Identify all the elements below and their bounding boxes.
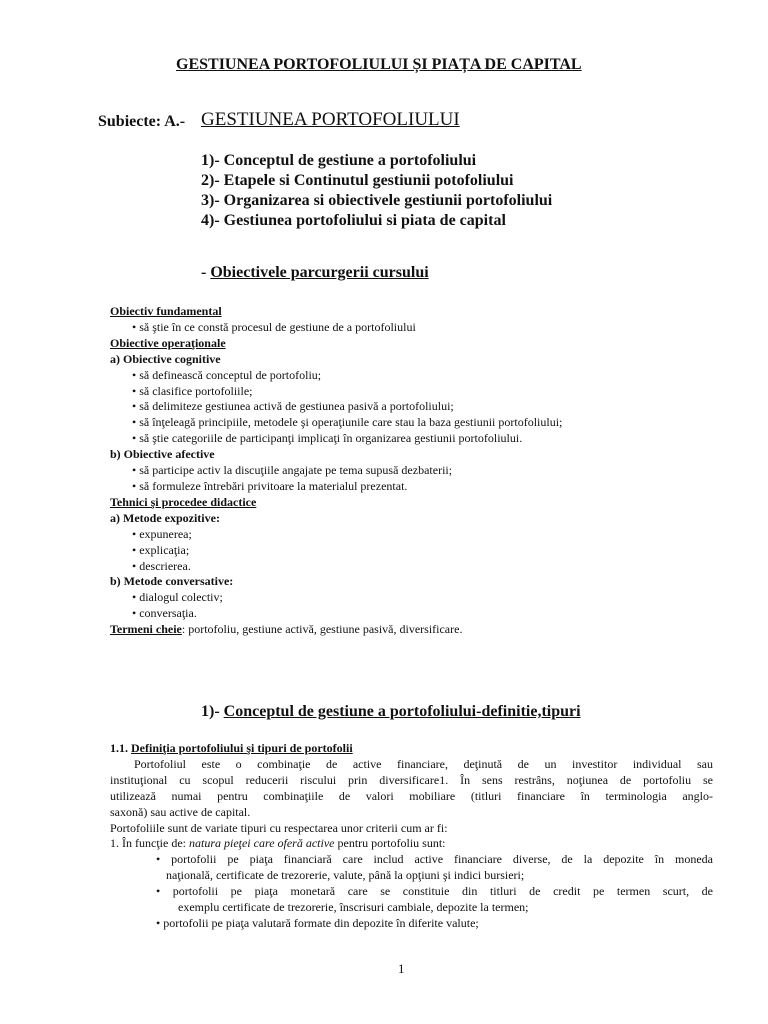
cognitive-item: • să clasifice portofoliile; <box>132 383 253 398</box>
expository-item: • expunerea; <box>132 526 192 541</box>
cognitive-item: • să definească conceptul de portofoliu; <box>132 367 322 382</box>
topic-item: 1)- Conceptul de gestiune a portofoliului <box>201 152 477 169</box>
section-number: 1)- <box>201 703 224 720</box>
type-item-cont: naţională, certificate de trezorerie, valute, până la opţiuni şi indici bursieri; <box>166 868 525 883</box>
topic-list <box>201 151 552 231</box>
expository-heading: a) Metode expozitive: <box>110 510 220 525</box>
paragraph-line: utilizează numai pentru combinaţiile de valori mobiliare (titluri financiare în terminologia anglo- <box>110 788 713 803</box>
document-title: GESTIUNEA PORTOFOLIULUI ȘI PIAȚA DE CAPITAL <box>176 56 582 73</box>
objectives-dash: - <box>201 264 211 281</box>
topic-item: 3)- Organizarea si obiectivele gestiunii portofoliului <box>201 192 553 209</box>
type-item: • portofolii pe piaţa valutară formate din depozite în diferite valute; <box>156 915 479 930</box>
cognitive-item: • să ştie categoriile de participanţi implicaţi în organizarea gestiunii portofoliului. <box>132 431 523 446</box>
topic-item: 2)- Etapele si Continutul gestiunii potofoliului <box>201 172 514 189</box>
conversational-item: • conversaţia. <box>132 606 197 621</box>
affective-item: • să participe activ la discuţiile angajate pe tema supusă dezbaterii; <box>132 463 453 478</box>
techniques-heading: Tehnici şi procedee didactice <box>110 494 257 509</box>
conversational-item: • dialogul colectiv; <box>132 590 223 605</box>
cognitive-item: • să înţeleagă principiile, metodele şi operaţiunile care stau la baza gestiunii portofoliului; <box>132 415 563 430</box>
paragraph-line: saxonă) sau active de capital. <box>110 804 251 819</box>
cognitive-heading: a) Obiective cognitive <box>110 351 221 366</box>
objectives-heading-row <box>201 264 429 282</box>
criterion-prefix: 1. În funcţie de: <box>110 836 189 851</box>
criterion-italic: natura pieţei care oferă active <box>188 836 335 851</box>
objectives-block <box>110 304 562 638</box>
subsection-title: Definiţia portofoliului şi tipuri de portofolii <box>131 741 353 755</box>
objectives-heading: Obiectivele parcurgerii cursului <box>210 264 429 281</box>
conversational-heading: b) Metode conversative: <box>110 574 234 589</box>
type-item: • portofolii pe piaţa financiară care includ active financiare diverse, de la depozite în moneda <box>156 852 713 867</box>
affective-item: • să formuleze întrebări privitoare la materialul prezentat. <box>132 478 408 493</box>
subject-title: GESTIUNEA PORTOFOLIULUI <box>201 109 460 130</box>
section-heading <box>201 703 581 721</box>
paragraph-line: instituţional cu scopul reducerii riscului prin diversificare1. În sens restrâns, noţiunea de portofoliu se <box>110 772 713 787</box>
expository-item: • explicaţia; <box>132 542 190 557</box>
keywords-line <box>110 622 562 638</box>
section-body <box>110 741 713 932</box>
operational-heading: Obiective operaţionale <box>110 335 226 350</box>
page-number: 1 <box>398 961 405 976</box>
expository-item: • descrierea. <box>132 558 191 573</box>
types-intro: Portofoliile sunt de variate tipuri cu respectarea unor criterii cum ar fi: <box>110 820 448 835</box>
cognitive-item: • să delimiteze gestiunea activă de gestiunea pasivă a portofoliului; <box>132 399 454 414</box>
subject-label: Subiecte: A.- <box>98 113 186 130</box>
fundamental-item: • să ştie în ce constă procesul de gestiune de a portofoliului <box>132 319 416 334</box>
subsection-number: 1.1. <box>110 741 131 755</box>
criterion-line <box>110 836 713 852</box>
fundamental-heading: Obiectiv fundamental <box>110 304 222 318</box>
keywords-text: : portofoliu, gestiune activă, gestiune pasivă, diversificare. <box>181 622 463 637</box>
type-item: • portofolii pe piaţa monetară care se constituie din titluri de credit pe termen scurt, de <box>156 884 713 899</box>
section-title: Conceptul de gestiune a portofoliului-definitie,tipuri <box>223 703 581 720</box>
type-item-cont: exemplu certificate de trezorerie, înscrisuri cambiale, depozite la termen; <box>178 900 529 915</box>
affective-heading: b) Obiective afective <box>110 447 215 462</box>
topic-item: 4)- Gestiunea portofoliului si piata de capital <box>201 212 506 229</box>
criterion-suffix: pentru portofoliu sunt: <box>334 836 446 851</box>
subsection-heading <box>110 741 713 757</box>
keywords-label: Termeni cheie <box>110 622 182 637</box>
paragraph-line: Portofoliul este o combinaţie de active financiare, deţinută de un investitor individual sau <box>134 756 713 771</box>
